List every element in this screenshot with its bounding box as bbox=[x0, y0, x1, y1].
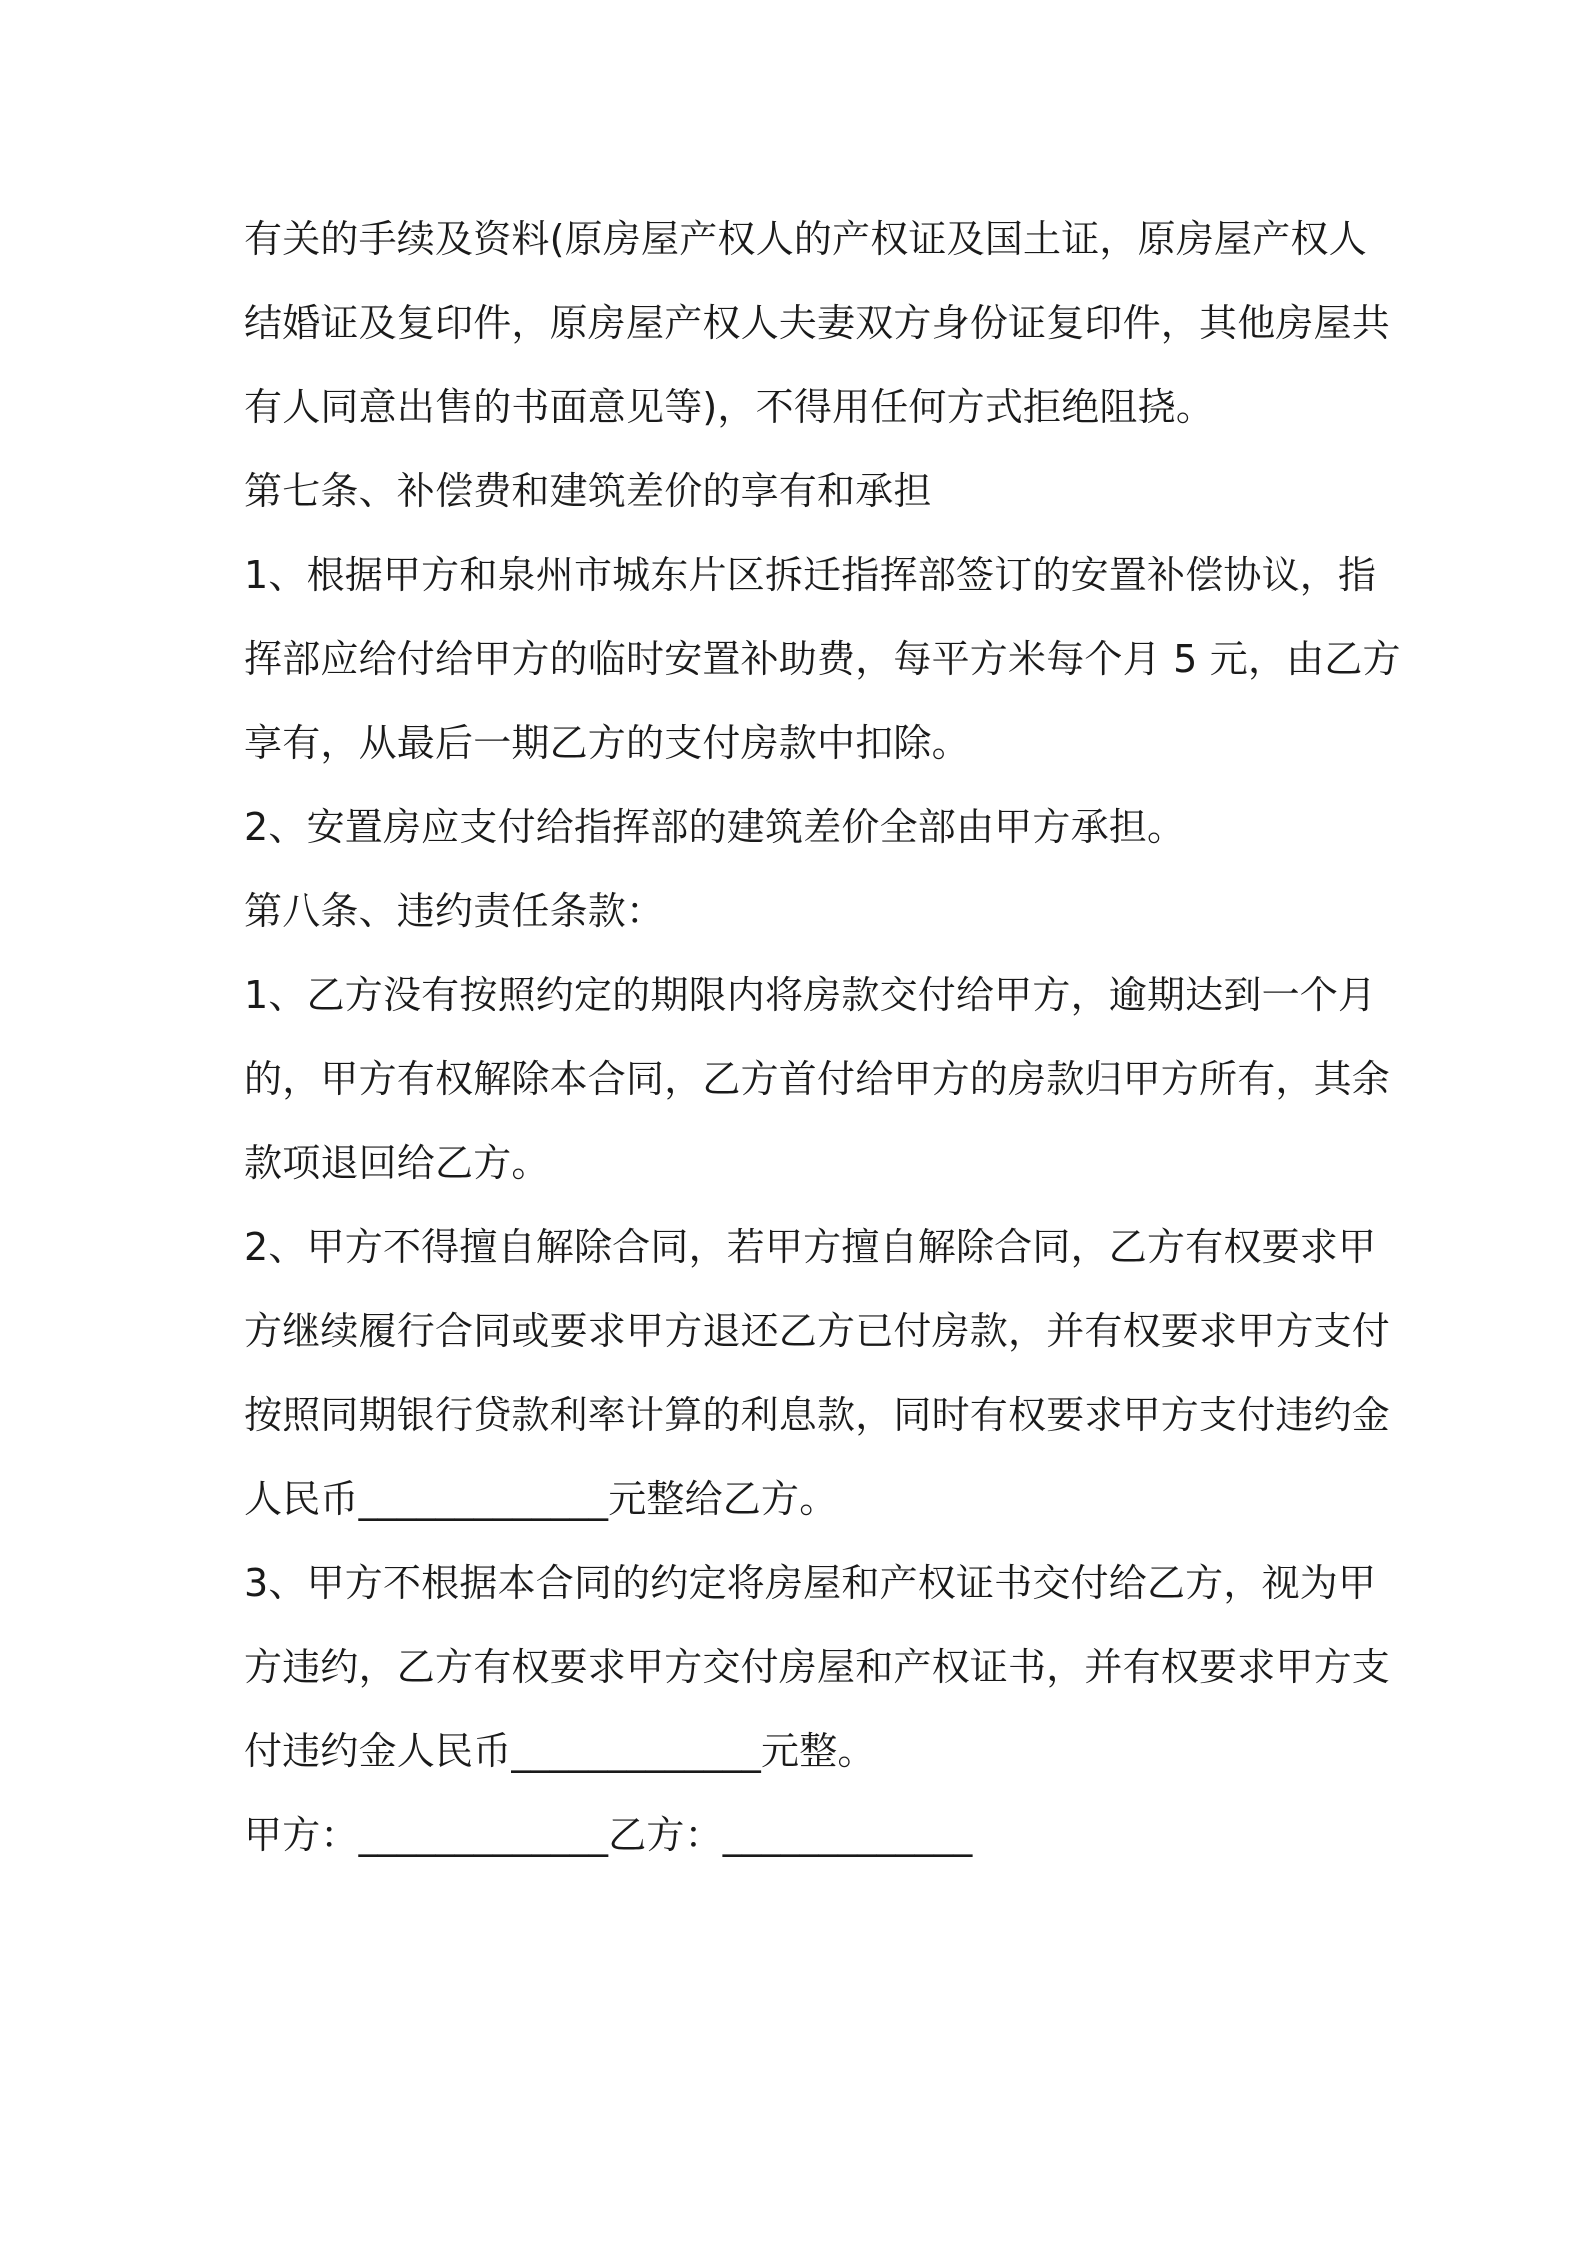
text-line: 2、甲方不得擅自解除合同，若甲方擅自解除合同，乙方有权要求甲 bbox=[244, 1225, 1377, 1269]
text-line: 款项退回给乙方。 bbox=[244, 1141, 550, 1185]
section-heading-article-7: 第七条、补偿费和建筑差价的享有和承担 bbox=[244, 469, 932, 513]
text-line: 1、乙方没有按照约定的期限内将房款交付给甲方，逾期达到一个月 bbox=[244, 973, 1377, 1017]
text-line: 挥部应给付给甲方的临时安置补助费，每平方米每个月 5 元，由乙方 bbox=[244, 637, 1401, 681]
text-line: 付违约金人民币_____________元整。 bbox=[244, 1729, 876, 1773]
text-line: 有人同意出售的书面意见等)，不得用任何方式拒绝阻挠。 bbox=[244, 385, 1215, 429]
text-line: 有关的手续及资料(原房屋产权人的产权证及国土证，原房屋产权人 bbox=[244, 217, 1367, 261]
text-line: 1、根据甲方和泉州市城东片区拆迁指挥部签订的安置补偿协议，指 bbox=[244, 553, 1377, 597]
text-line: 人民币_____________元整给乙方。 bbox=[244, 1477, 838, 1521]
text-line: 按照同期银行贷款利率计算的利息款，同时有权要求甲方支付违约金 bbox=[244, 1393, 1391, 1437]
section-heading-article-8: 第八条、违约责任条款： bbox=[244, 889, 665, 933]
text-line: 的，甲方有权解除本合同，乙方首付给甲方的房款归甲方所有，其余 bbox=[244, 1057, 1391, 1101]
text-line: 结婚证及复印件，原房屋产权人夫妻双方身份证复印件，其他房屋共 bbox=[244, 301, 1391, 345]
document-body bbox=[244, 197, 1401, 1893]
text-line: 方继续履行合同或要求甲方退还乙方已付房款，并有权要求甲方支付 bbox=[244, 1309, 1391, 1353]
text-line: 3、甲方不根据本合同的约定将房屋和产权证书交付给乙方，视为甲 bbox=[244, 1561, 1377, 1605]
signature-line: 甲方：_____________乙方：_____________ bbox=[244, 1813, 973, 1857]
text-line: 方违约，乙方有权要求甲方交付房屋和产权证书，并有权要求甲方支 bbox=[244, 1645, 1391, 1689]
text-line: 享有，从最后一期乙方的支付房款中扣除。 bbox=[244, 721, 970, 765]
text-line: 2、安置房应支付给指挥部的建筑差价全部由甲方承担。 bbox=[244, 805, 1186, 849]
